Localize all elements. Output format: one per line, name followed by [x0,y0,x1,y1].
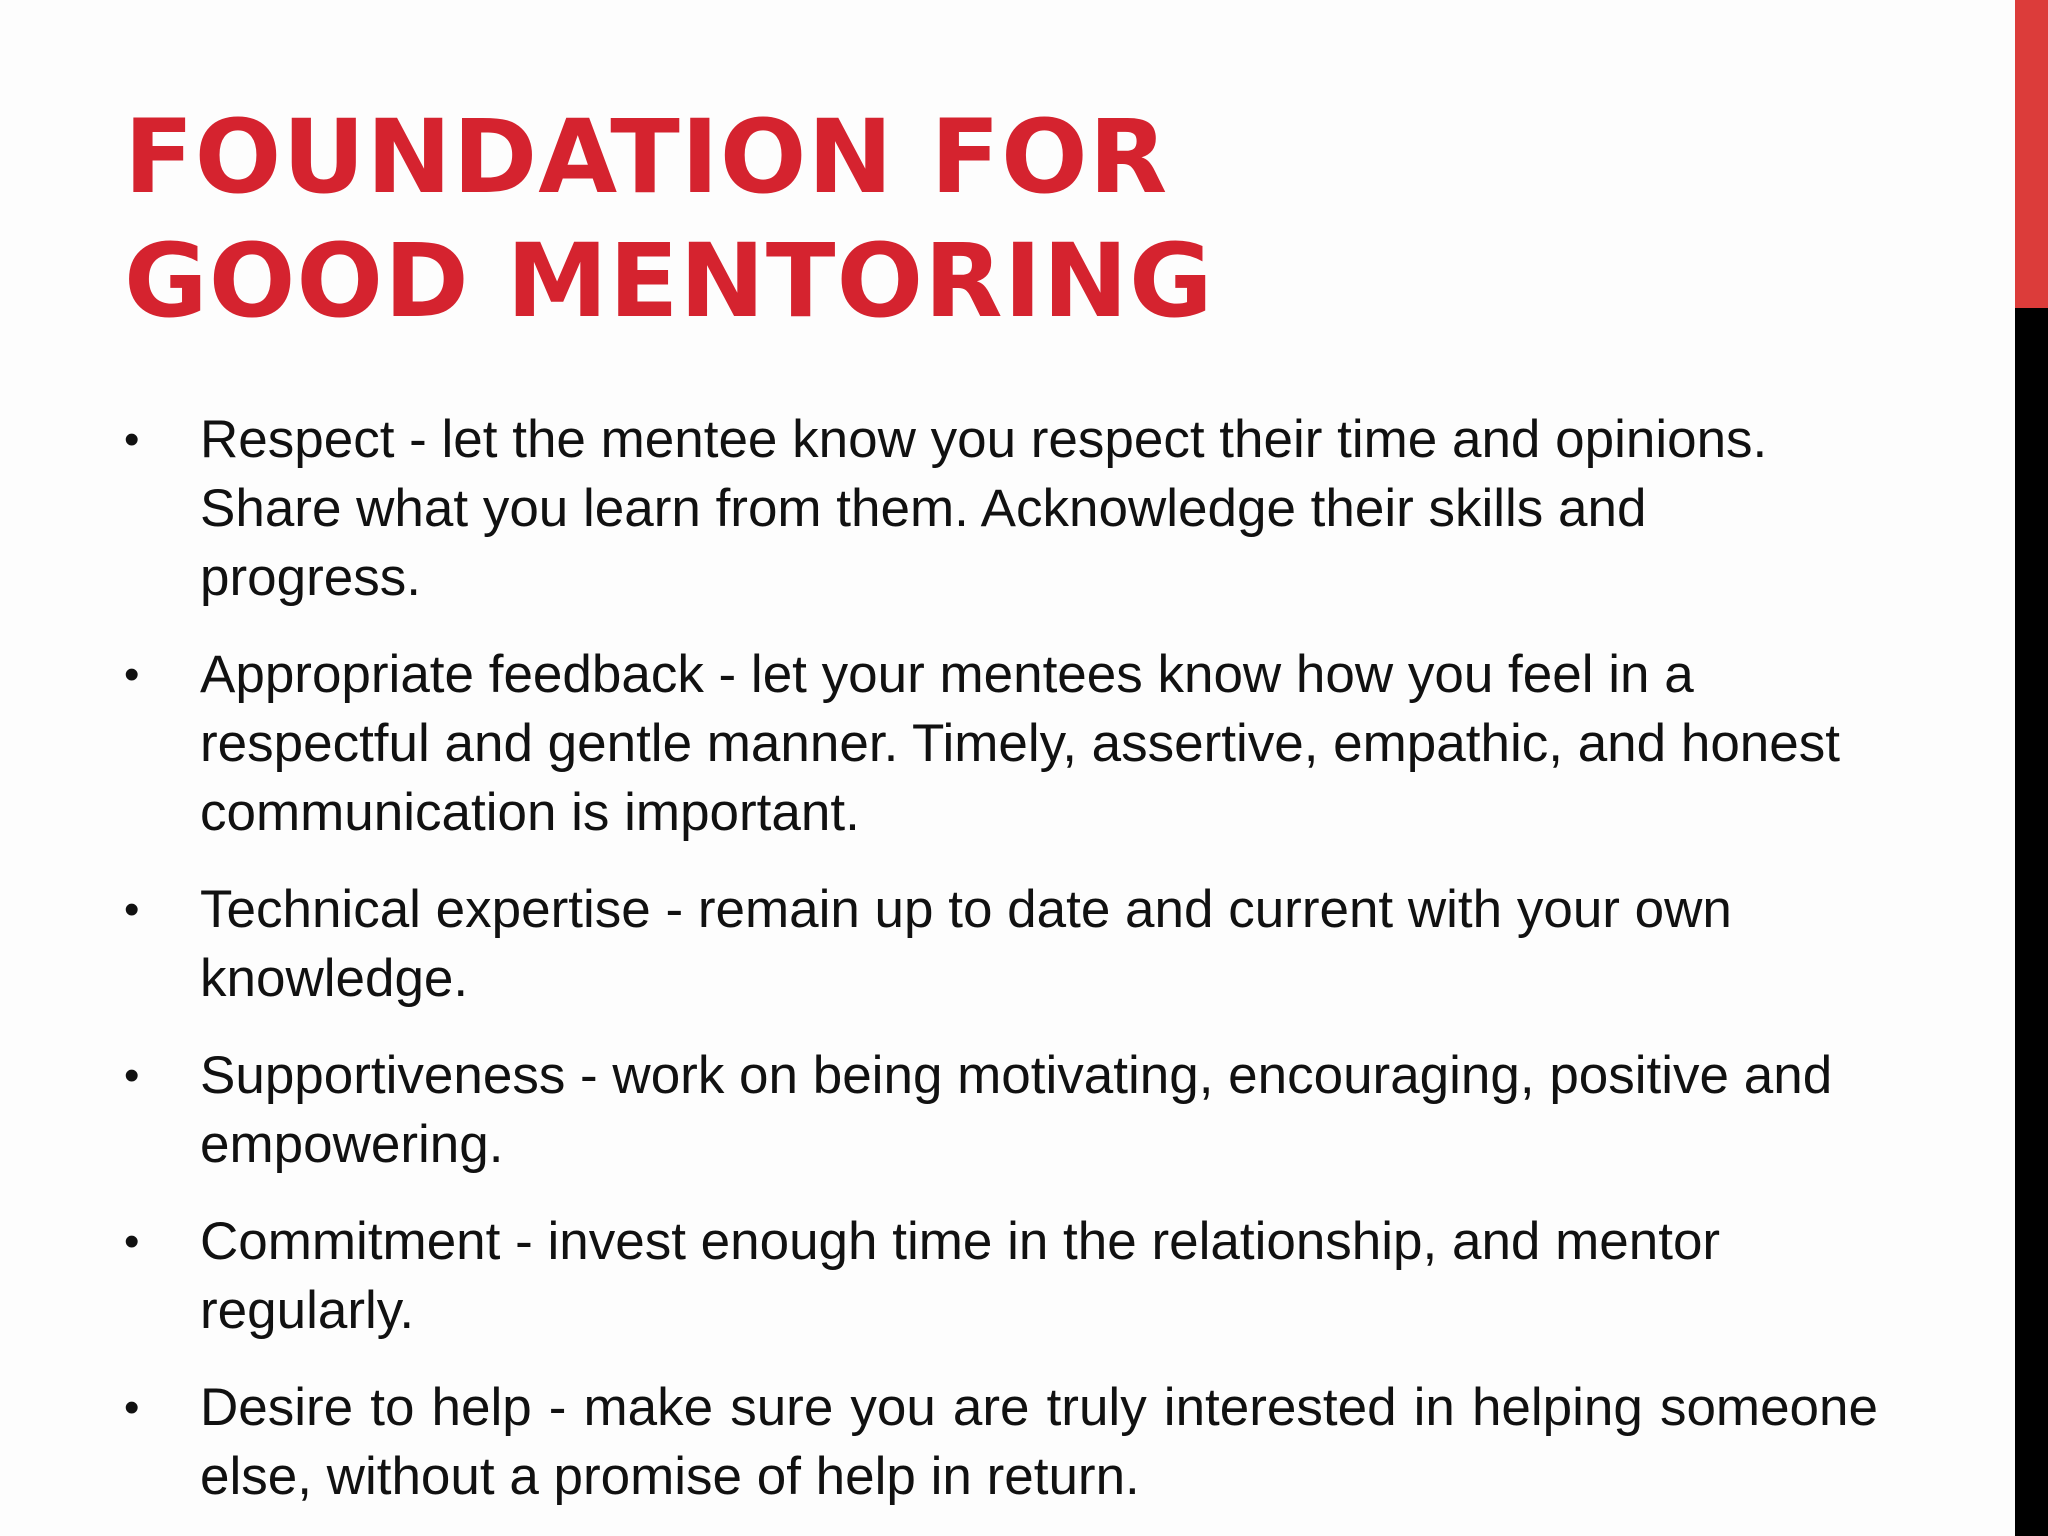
bullet-dot: • [124,885,140,934]
bullet-technical-expertise [124,875,1878,1013]
bullet-dot: • [124,1051,140,1100]
bullet-text: Supportiveness - work on being motivating, encouraging, positive and empowering. [200,1046,1833,1174]
title-line-1: FOUNDATION FOR [124,98,1169,217]
slide-title [124,96,1624,344]
bullet-commitment [124,1207,1878,1345]
bullet-desire-to-help [124,1373,1878,1511]
bullet-text: Commitment - invest enough time in the relationship, and mentor regularly. [200,1212,1721,1340]
bullet-text: Appropriate feedback - let your mentees know how you feel in a respectful and gentle manner. Timely, assertive, empathic, and honest communication is important. [200,645,1840,842]
bullet-list [124,405,1878,1536]
bullet-dot: • [124,1217,140,1266]
bullet-supportiveness [124,1041,1878,1179]
bullet-text: Technical expertise - remain up to date and current with your own knowledge. [200,880,1732,1008]
bullet-dot: • [124,415,140,464]
bullet-text: Desire to help - make sure you are truly interested in helping someone else, without a promise of help in return. [200,1378,1878,1506]
bullet-dot: • [124,650,140,699]
bullet-dot: • [124,1383,140,1432]
bullet-respect [124,405,1878,612]
title-line-2: GOOD MENTORING [124,222,1214,341]
accent-bar-red [2015,0,2048,308]
bullet-appropriate-feedback [124,640,1878,847]
accent-bar-black [2015,308,2048,1536]
bullet-text: Respect - let the mentee know you respect their time and opinions. Share what you learn from them. Acknowledge their skills and progress. [200,410,1768,607]
